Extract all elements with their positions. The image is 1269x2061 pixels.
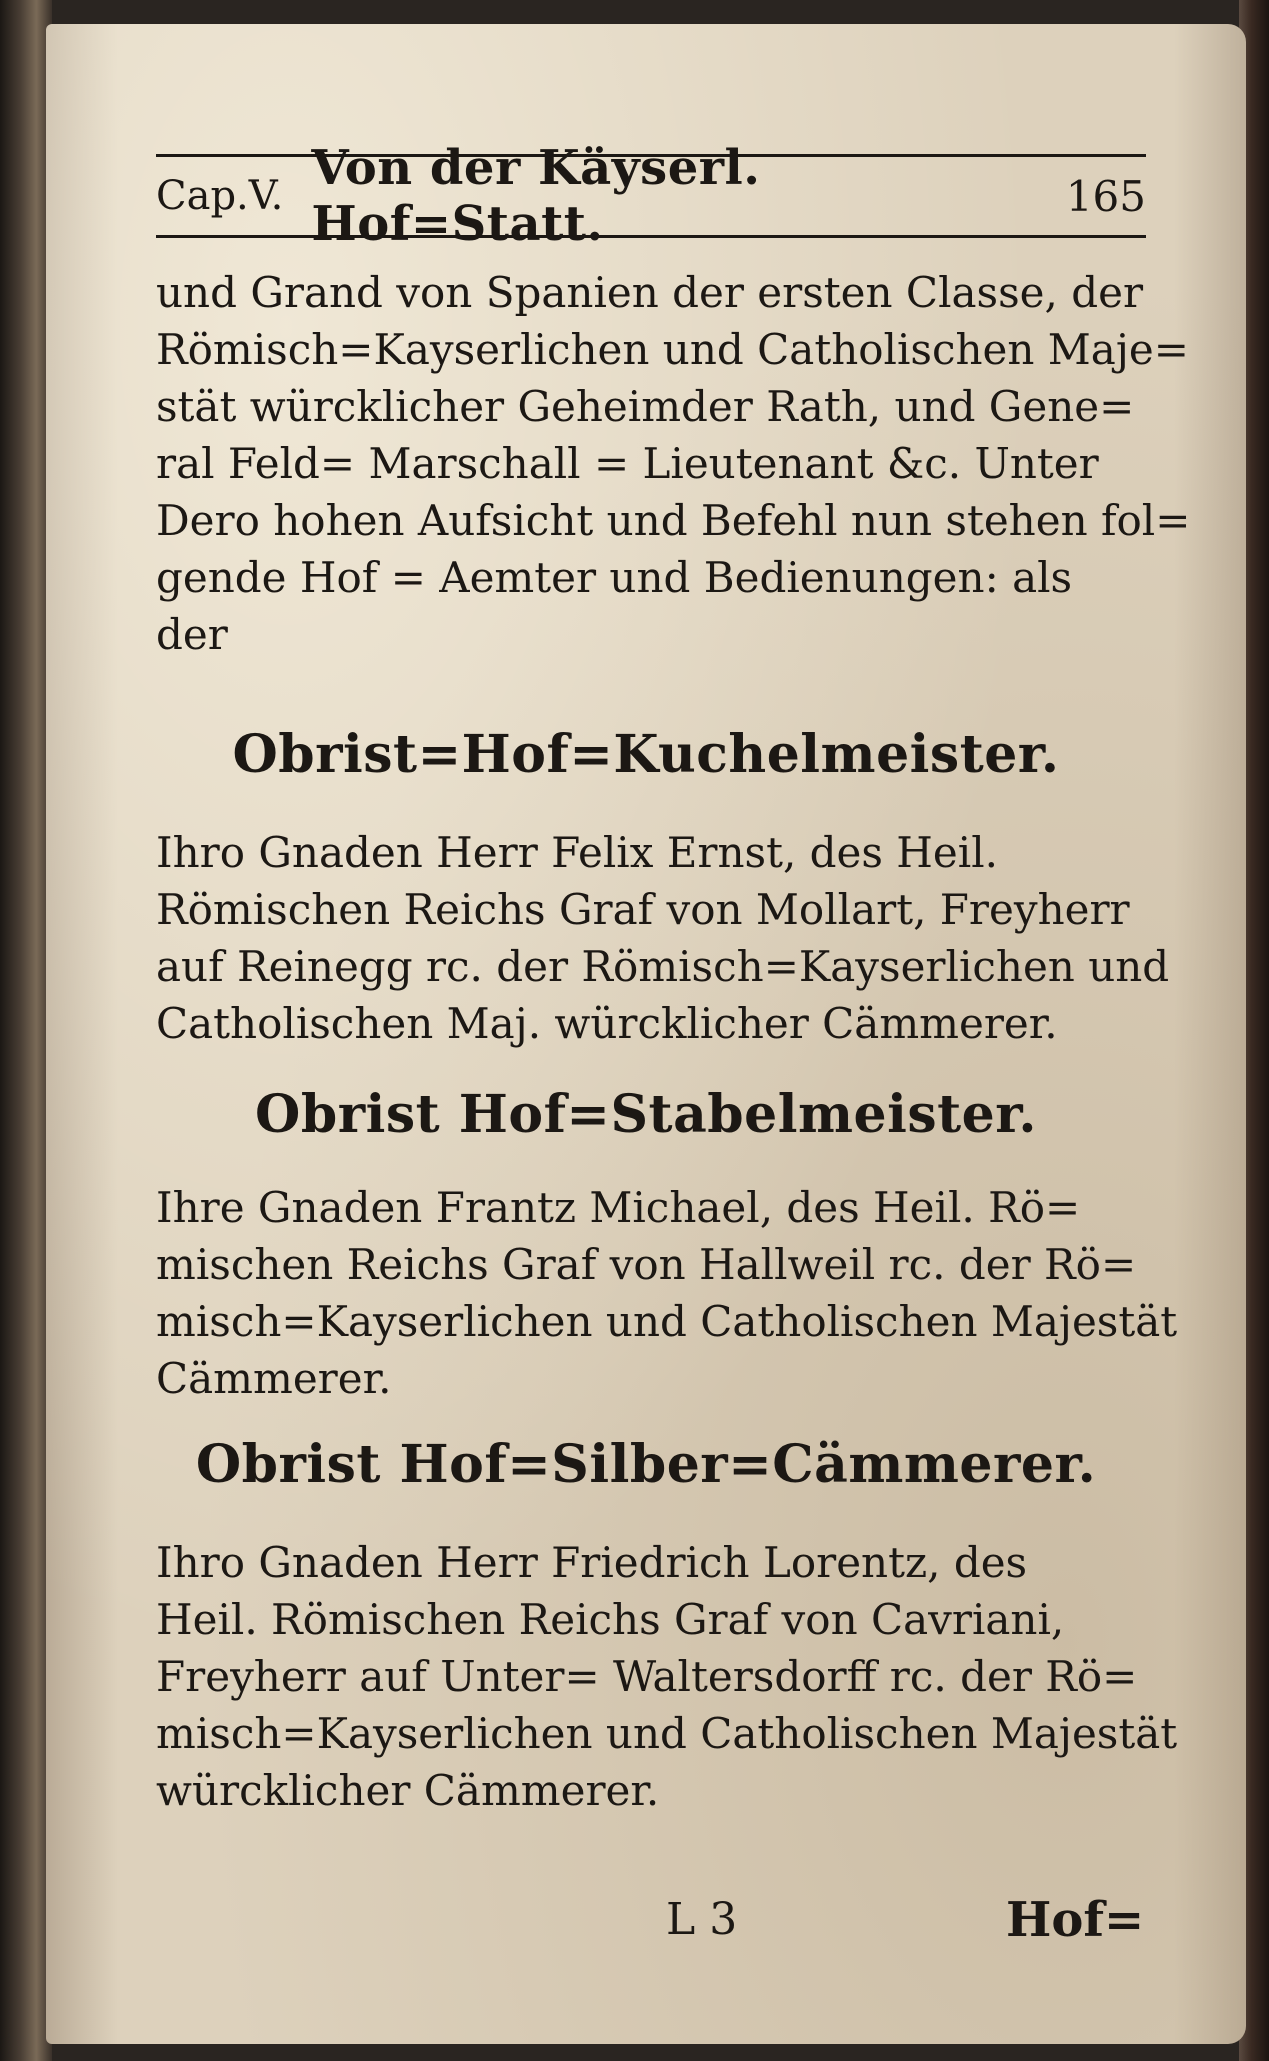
text-line: Römisch=Kayserlichen und Catholischen Maje= <box>156 325 1189 374</box>
running-title: Von der Käyserl. Hof=Statt. <box>311 140 761 252</box>
section-paragraph <box>156 1534 1178 1819</box>
signature-mark: L 3 <box>666 1894 738 1945</box>
previous-page-edge <box>0 0 52 2061</box>
text-line: auf Reinegg rc. der Römisch=Kayserlichen und <box>156 942 1170 991</box>
text-line: Römischen Reichs Graf von Mollart, Freyherr <box>156 885 1130 934</box>
text-line: würcklicher Cämmerer. <box>156 1766 660 1815</box>
section-heading: Obrist Hof=Stabelmeister. <box>255 1084 1037 1145</box>
running-head <box>156 140 1146 252</box>
text-line: Cämmerer. <box>156 1354 392 1403</box>
text-line: Ihre Gnaden Frantz Michael, des Heil. Rö= <box>156 1183 1081 1232</box>
text-line: Ihro Gnaden Herr Felix Ernst, des Heil. <box>156 828 998 877</box>
text-line: Ihro Gnaden Herr Friedrich Lorentz, des <box>156 1538 1028 1587</box>
text-line: misch=Kayserlichen und Catholischen Majestät <box>156 1709 1178 1758</box>
section-paragraph <box>156 1179 1178 1407</box>
text-line: Dero hohen Aufsicht und Befehl nun stehen fol= <box>156 496 1191 545</box>
chapter-label: Cap.V. <box>156 173 284 219</box>
section-heading: Obrist Hof=Silber=Cämmerer. <box>195 1434 1097 1495</box>
page-number: 165 <box>1065 171 1146 221</box>
text-line: Freyherr auf Unter= Waltersdorff rc. der Rö= <box>156 1652 1138 1701</box>
text-line: mischen Reichs Graf von Hallweil rc. der Rö= <box>156 1240 1137 1289</box>
text-line: gende Hof = Aemter und Bedienungen: als <box>156 553 1073 602</box>
intro-paragraph <box>156 264 1191 663</box>
text-line: misch=Kayserlichen und Catholischen Majestät <box>156 1297 1178 1346</box>
text-line: Catholischen Maj. würcklicher Cämmerer. <box>156 999 1058 1048</box>
text-line: stät würcklicher Geheimder Rath, und Gene= <box>156 382 1135 431</box>
section-heading: Obrist=Hof=Kuchelmeister. <box>232 724 1060 785</box>
text-line: der <box>156 610 228 659</box>
text-line: und Grand von Spanien der ersten Classe, der <box>156 268 1144 317</box>
section-paragraph <box>156 824 1170 1052</box>
book-page <box>46 24 1246 2044</box>
catchword: Hof= <box>1006 1892 1145 1948</box>
text-line: ral Feld= Marschall = Lieutenant &c. Unter <box>156 439 1099 488</box>
text-line: Heil. Römischen Reichs Graf von Cavriani, <box>156 1595 1065 1644</box>
